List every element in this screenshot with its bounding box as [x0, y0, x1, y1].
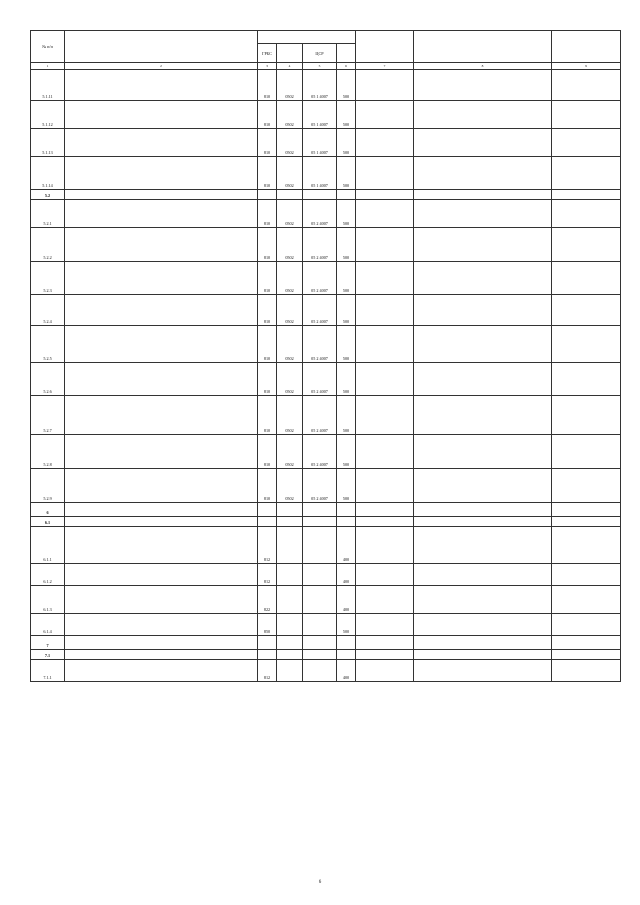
row-name [65, 650, 258, 660]
page-number: 6 [318, 880, 322, 885]
row-recipient [414, 564, 552, 586]
row-grbs: 812 [258, 660, 277, 682]
row-num: 7.1 [31, 650, 65, 660]
row-num: 5.2.9 [31, 469, 65, 503]
row-amount [552, 396, 621, 435]
row-recipient [414, 129, 552, 157]
row-vr: 400 [337, 586, 356, 614]
table-row [31, 586, 621, 614]
index-cell: 1 [31, 63, 65, 70]
row-num: 5.2.6 [31, 363, 65, 396]
row-rzpr: 0502 [277, 326, 303, 363]
row-grbs: 810 [258, 70, 277, 101]
row-csr: 05 2 4007 [303, 326, 337, 363]
row-distributor [356, 614, 414, 636]
row-name [65, 129, 258, 157]
row-distributor [356, 435, 414, 469]
row-recipient [414, 70, 552, 101]
row-amount [552, 614, 621, 636]
row-name [65, 157, 258, 190]
row-amount [552, 295, 621, 326]
row-csr: 05 1 4007 [303, 70, 337, 101]
row-name [65, 469, 258, 503]
row-num: 5.2.8 [31, 435, 65, 469]
row-vr: 500 [337, 262, 356, 295]
row-name [65, 396, 258, 435]
col-name-header [65, 31, 258, 63]
row-csr: 05 2 4007 [303, 200, 337, 228]
row-recipient [414, 435, 552, 469]
row-csr: 05 2 4007 [303, 262, 337, 295]
row-recipient [414, 326, 552, 363]
col-codes-header [258, 31, 356, 44]
row-name [65, 636, 258, 650]
row-name [65, 326, 258, 363]
row-rzpr [277, 636, 303, 650]
row-amount [552, 469, 621, 503]
section-row [31, 503, 621, 517]
row-num: 5.1.13 [31, 129, 65, 157]
row-grbs: 822 [258, 586, 277, 614]
row-rzpr: 0502 [277, 295, 303, 326]
row-grbs: 810 [258, 262, 277, 295]
row-vr: 500 [337, 200, 356, 228]
row-name [65, 295, 258, 326]
index-cell: 6 [337, 63, 356, 70]
col-recipient-header [414, 31, 552, 63]
row-vr: 500 [337, 396, 356, 435]
row-num: 5.2.1 [31, 200, 65, 228]
row-grbs: 810 [258, 363, 277, 396]
row-grbs: 810 [258, 435, 277, 469]
row-num: 6.1.2 [31, 564, 65, 586]
row-csr: 05 2 4007 [303, 435, 337, 469]
row-amount [552, 503, 621, 517]
col-distributor-header [356, 31, 414, 63]
row-grbs [258, 636, 277, 650]
row-recipient [414, 650, 552, 660]
row-num: 7.1.1 [31, 660, 65, 682]
row-recipient [414, 660, 552, 682]
row-amount [552, 129, 621, 157]
row-distributor [356, 326, 414, 363]
row-recipient [414, 228, 552, 262]
col-amount-header [552, 31, 621, 63]
row-distributor [356, 157, 414, 190]
row-distributor [356, 564, 414, 586]
row-recipient [414, 636, 552, 650]
row-rzpr [277, 190, 303, 200]
row-grbs: 810 [258, 200, 277, 228]
col-num-header: № п/п [31, 31, 65, 63]
budget-table [30, 30, 621, 682]
row-vr [337, 190, 356, 200]
row-distributor [356, 650, 414, 660]
row-vr: 500 [337, 326, 356, 363]
row-recipient [414, 396, 552, 435]
row-rzpr: 0502 [277, 396, 303, 435]
table-row [31, 527, 621, 564]
table-row [31, 660, 621, 682]
col-grbs-header: ГРБС [258, 44, 277, 63]
table-row [31, 614, 621, 636]
row-vr [337, 636, 356, 650]
row-amount [552, 101, 621, 129]
row-num: 6 [31, 503, 65, 517]
row-vr [337, 517, 356, 527]
row-recipient [414, 503, 552, 517]
row-rzpr [277, 503, 303, 517]
row-distributor [356, 469, 414, 503]
row-rzpr: 0502 [277, 70, 303, 101]
row-vr [337, 650, 356, 660]
row-rzpr: 0502 [277, 469, 303, 503]
row-distributor [356, 636, 414, 650]
row-recipient [414, 101, 552, 129]
row-recipient [414, 295, 552, 326]
row-vr: 500 [337, 129, 356, 157]
row-rzpr: 0502 [277, 435, 303, 469]
row-rzpr [277, 660, 303, 682]
table-row [31, 157, 621, 190]
row-csr: 05 1 4007 [303, 157, 337, 190]
row-rzpr [277, 586, 303, 614]
row-name [65, 660, 258, 682]
col-csr-header: ЦСР [303, 44, 337, 63]
row-vr: 400 [337, 660, 356, 682]
row-rzpr [277, 614, 303, 636]
row-num: 7 [31, 636, 65, 650]
table-row [31, 129, 621, 157]
row-name [65, 503, 258, 517]
row-amount [552, 586, 621, 614]
row-csr: 05 2 4007 [303, 469, 337, 503]
row-vr: 500 [337, 157, 356, 190]
row-grbs: 850 [258, 614, 277, 636]
row-vr: 500 [337, 101, 356, 129]
index-cell: 7 [356, 63, 414, 70]
row-vr: 500 [337, 363, 356, 396]
row-distributor [356, 101, 414, 129]
table-row [31, 564, 621, 586]
table-row [31, 469, 621, 503]
row-csr: 05 2 4007 [303, 295, 337, 326]
table-row [31, 101, 621, 129]
row-grbs: 810 [258, 469, 277, 503]
col-rzpr-header [277, 44, 303, 63]
row-num: 5.2.3 [31, 262, 65, 295]
row-amount [552, 157, 621, 190]
row-num: 5.2 [31, 190, 65, 200]
row-csr: 05 1 4007 [303, 101, 337, 129]
row-rzpr [277, 650, 303, 660]
row-recipient [414, 517, 552, 527]
table-row [31, 228, 621, 262]
row-grbs [258, 190, 277, 200]
document-sheet [30, 30, 620, 682]
table-row [31, 262, 621, 295]
row-num: 5.2.5 [31, 326, 65, 363]
row-num: 6.1 [31, 517, 65, 527]
row-amount [552, 190, 621, 200]
row-recipient [414, 190, 552, 200]
row-csr [303, 564, 337, 586]
index-cell: 5 [303, 63, 337, 70]
row-num: 6.1.4 [31, 614, 65, 636]
row-num: 6.1.1 [31, 527, 65, 564]
row-rzpr: 0502 [277, 157, 303, 190]
row-name [65, 527, 258, 564]
row-amount [552, 200, 621, 228]
row-distributor [356, 262, 414, 295]
row-distributor [356, 527, 414, 564]
row-vr: 500 [337, 469, 356, 503]
index-cell: 4 [277, 63, 303, 70]
row-name [65, 190, 258, 200]
table-body [31, 70, 621, 682]
row-distributor [356, 200, 414, 228]
row-distributor [356, 190, 414, 200]
row-recipient [414, 363, 552, 396]
row-csr [303, 586, 337, 614]
row-grbs: 810 [258, 129, 277, 157]
row-amount [552, 326, 621, 363]
row-vr: 500 [337, 228, 356, 262]
row-csr [303, 614, 337, 636]
row-recipient [414, 157, 552, 190]
row-recipient [414, 200, 552, 228]
table-row [31, 70, 621, 101]
row-grbs [258, 517, 277, 527]
row-amount [552, 636, 621, 650]
row-amount [552, 363, 621, 396]
row-vr: 500 [337, 295, 356, 326]
row-distributor [356, 396, 414, 435]
row-distributor [356, 228, 414, 262]
row-name [65, 200, 258, 228]
row-vr: 400 [337, 564, 356, 586]
row-grbs [258, 503, 277, 517]
row-num: 5.2.2 [31, 228, 65, 262]
table-row [31, 363, 621, 396]
row-amount [552, 527, 621, 564]
table-row [31, 326, 621, 363]
row-recipient [414, 469, 552, 503]
row-csr [303, 190, 337, 200]
row-name [65, 564, 258, 586]
row-amount [552, 228, 621, 262]
index-cell: 9 [552, 63, 621, 70]
row-amount [552, 70, 621, 101]
row-grbs: 810 [258, 295, 277, 326]
row-grbs: 810 [258, 228, 277, 262]
row-csr [303, 527, 337, 564]
row-vr [337, 503, 356, 517]
row-grbs: 812 [258, 564, 277, 586]
row-num: 5.1.11 [31, 70, 65, 101]
row-num: 5.2.4 [31, 295, 65, 326]
row-amount [552, 435, 621, 469]
row-name [65, 70, 258, 101]
section-row [31, 190, 621, 200]
row-num: 5.1.12 [31, 101, 65, 129]
table-row [31, 435, 621, 469]
index-cell: 8 [414, 63, 552, 70]
row-amount [552, 564, 621, 586]
row-csr: 05 1 4007 [303, 129, 337, 157]
row-csr: 05 2 4007 [303, 228, 337, 262]
row-recipient [414, 586, 552, 614]
row-num: 5.1.14 [31, 157, 65, 190]
table-row [31, 295, 621, 326]
row-distributor [356, 517, 414, 527]
row-distributor [356, 503, 414, 517]
row-grbs: 810 [258, 157, 277, 190]
row-grbs: 810 [258, 326, 277, 363]
row-name [65, 614, 258, 636]
row-amount [552, 262, 621, 295]
column-index-row [31, 63, 621, 70]
row-distributor [356, 295, 414, 326]
row-vr: 500 [337, 614, 356, 636]
index-cell: 2 [65, 63, 258, 70]
row-amount [552, 517, 621, 527]
row-distributor [356, 363, 414, 396]
row-rzpr: 0502 [277, 129, 303, 157]
row-csr [303, 650, 337, 660]
row-vr: 500 [337, 70, 356, 101]
row-rzpr [277, 527, 303, 564]
row-csr [303, 503, 337, 517]
section-row [31, 650, 621, 660]
row-name [65, 517, 258, 527]
row-name [65, 363, 258, 396]
row-distributor [356, 70, 414, 101]
row-name [65, 586, 258, 614]
row-rzpr [277, 564, 303, 586]
row-grbs: 812 [258, 527, 277, 564]
row-distributor [356, 660, 414, 682]
row-vr: 500 [337, 435, 356, 469]
row-recipient [414, 262, 552, 295]
row-rzpr: 0502 [277, 363, 303, 396]
row-grbs: 810 [258, 396, 277, 435]
row-rzpr: 0502 [277, 228, 303, 262]
col-vr-header [337, 44, 356, 63]
table-row [31, 200, 621, 228]
row-csr: 05 2 4007 [303, 396, 337, 435]
row-distributor [356, 129, 414, 157]
row-amount [552, 660, 621, 682]
index-cell: 3 [258, 63, 277, 70]
row-name [65, 262, 258, 295]
row-grbs [258, 650, 277, 660]
row-amount [552, 650, 621, 660]
row-rzpr [277, 517, 303, 527]
table-row [31, 396, 621, 435]
row-csr: 05 2 4007 [303, 363, 337, 396]
row-recipient [414, 527, 552, 564]
row-rzpr: 0502 [277, 200, 303, 228]
row-name [65, 101, 258, 129]
section-row [31, 517, 621, 527]
row-grbs: 810 [258, 101, 277, 129]
row-csr [303, 517, 337, 527]
row-name [65, 228, 258, 262]
row-csr [303, 636, 337, 650]
row-distributor [356, 586, 414, 614]
section-row [31, 636, 621, 650]
row-vr: 400 [337, 527, 356, 564]
row-rzpr: 0502 [277, 101, 303, 129]
row-num: 5.2.7 [31, 396, 65, 435]
row-num: 6.1.3 [31, 586, 65, 614]
row-recipient [414, 614, 552, 636]
row-name [65, 435, 258, 469]
row-rzpr: 0502 [277, 262, 303, 295]
row-csr [303, 660, 337, 682]
